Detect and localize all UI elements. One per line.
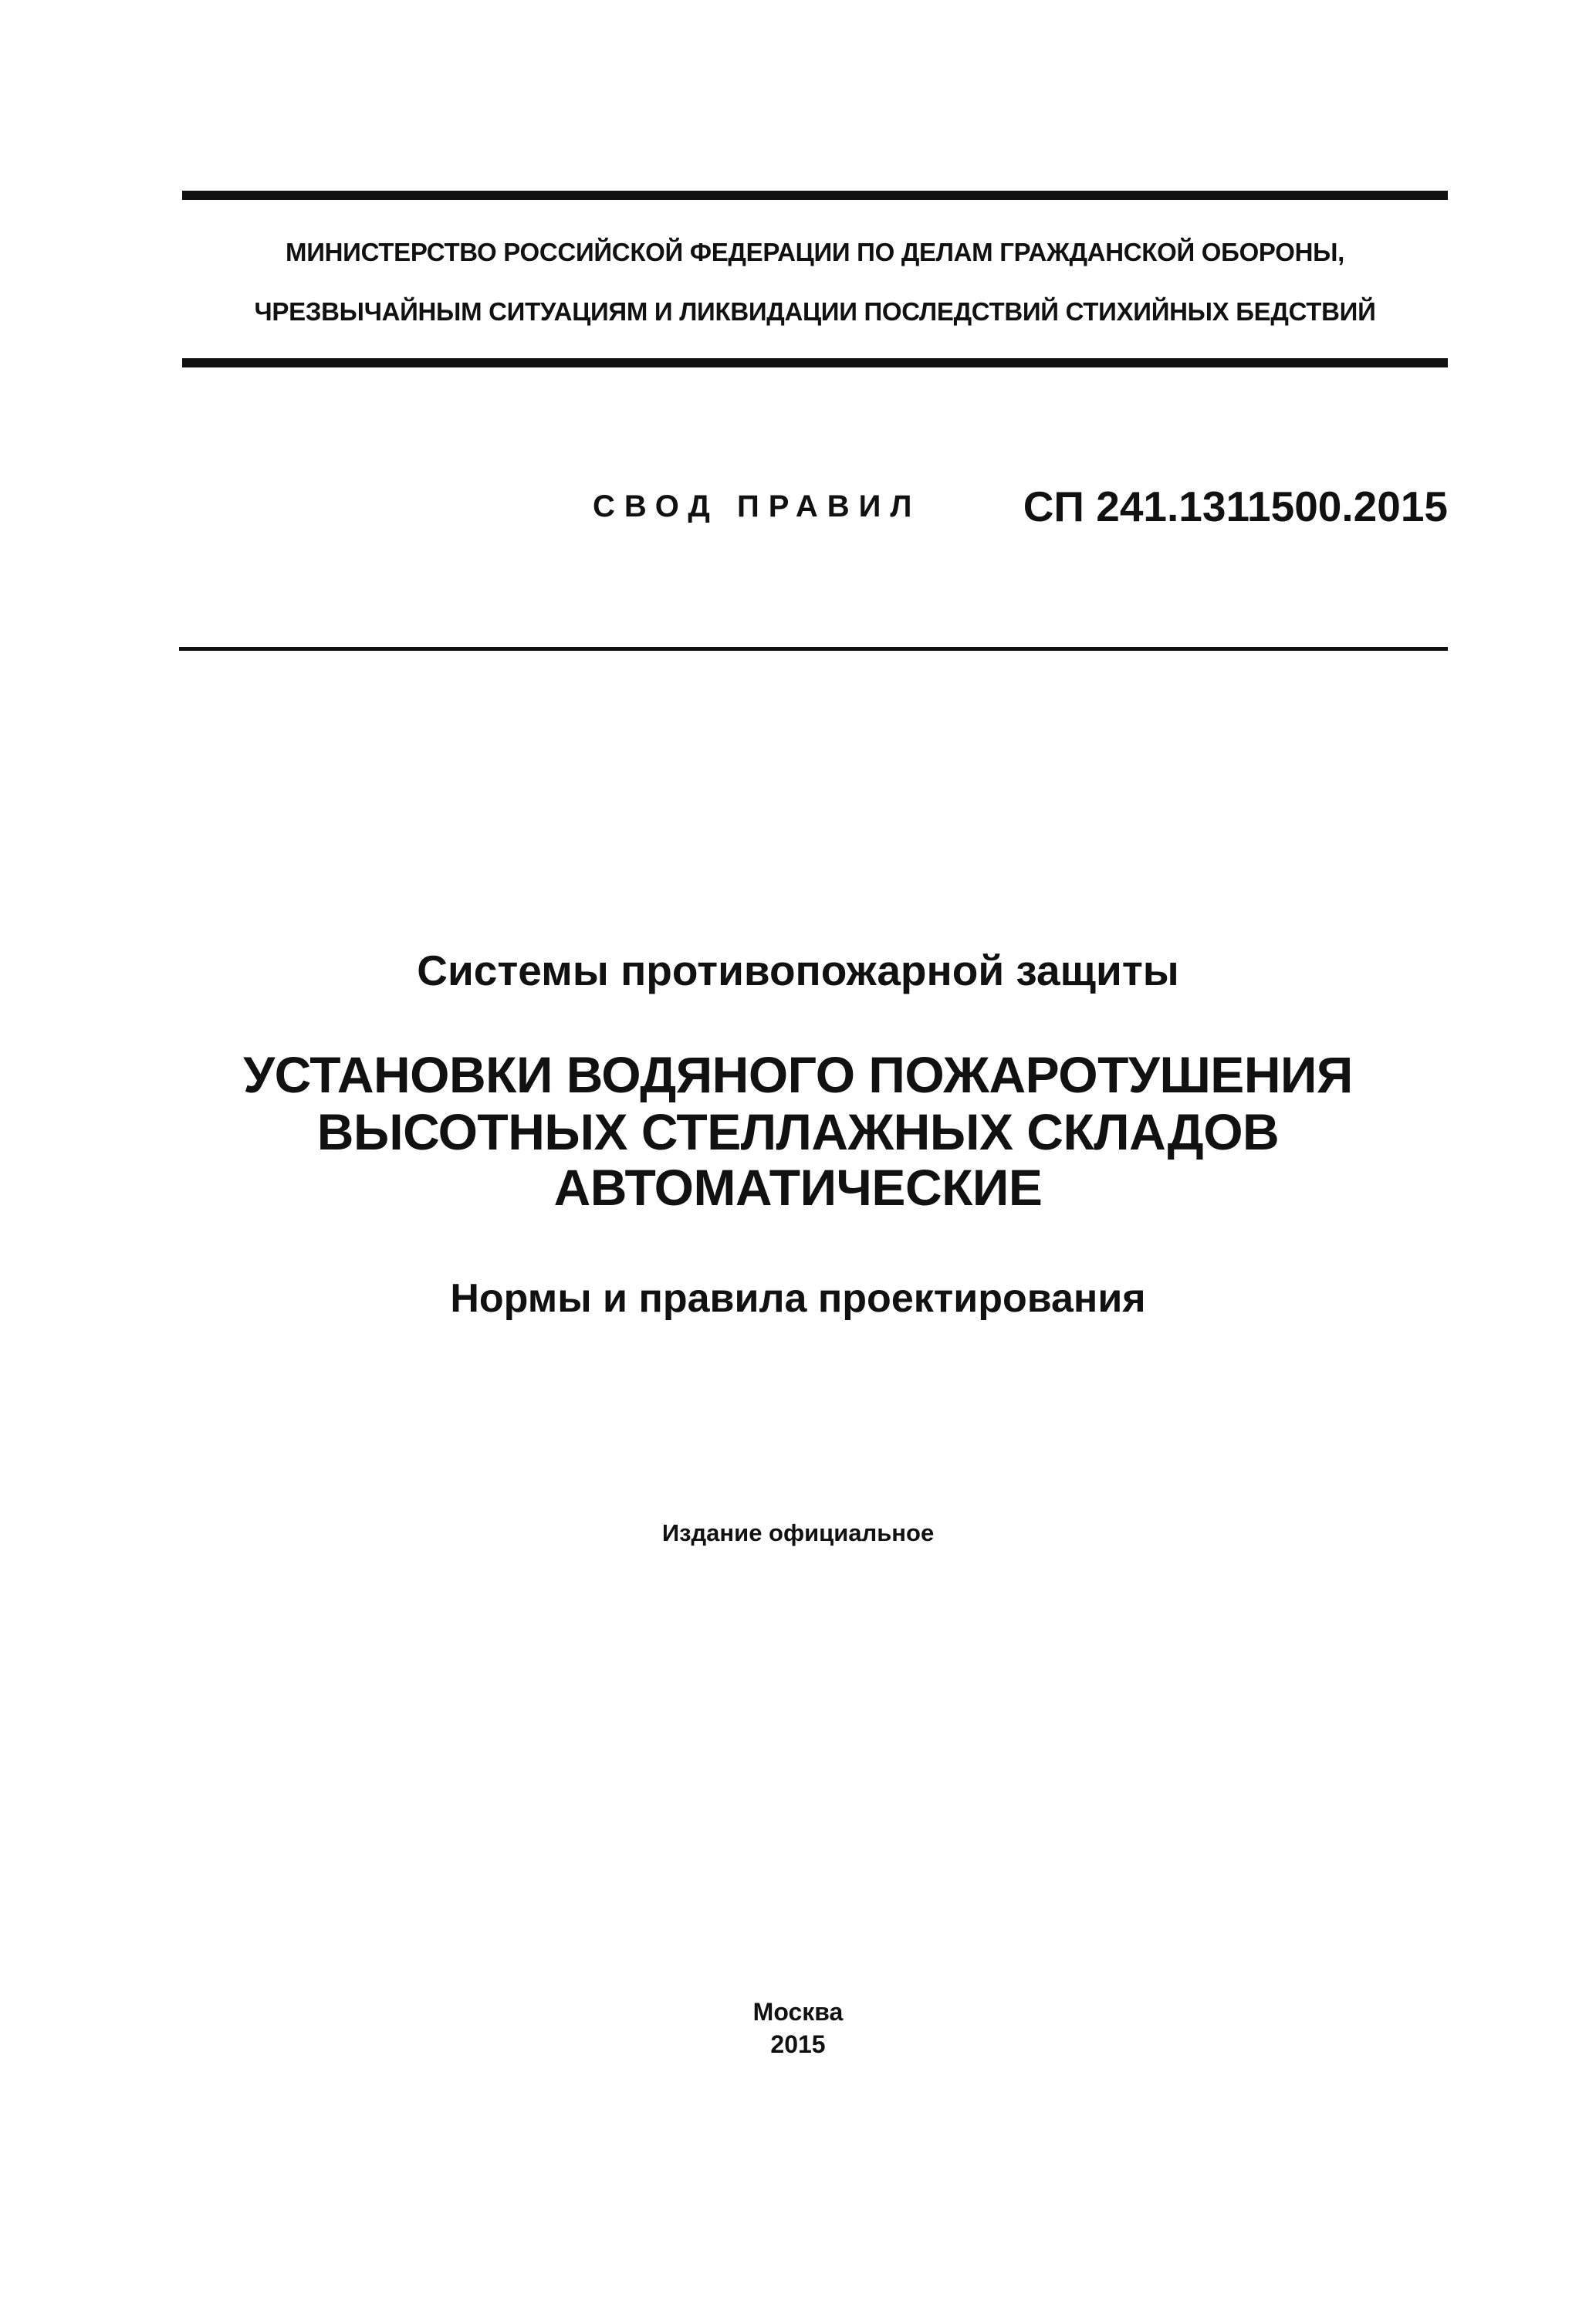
- ministry-line-1: МИНИСТЕРСТВО РОССИЙСКОЙ ФЕДЕРАЦИИ ПО ДЕЛАМ ГРАЖДАНСКОЙ ОБОРОНЫ,: [286, 238, 1344, 266]
- imprint-city: Москва: [752, 1998, 844, 2026]
- ministry-line-2: ЧРЕЗВЫЧАЙНЫМ СИТУАЦИЯМ И ЛИКВИДАЦИИ ПОСЛЕДСТВИЙ СТИХИЙНЫХ БЕДСТВИЙ: [254, 297, 1376, 326]
- edition-note: Издание официальное: [661, 1519, 935, 1546]
- document-title-line-3: АВТОМАТИЧЕСКИЕ: [553, 1159, 1043, 1216]
- document-title-line-2: ВЫСОТНЫХ СТЕЛЛАЖНЫХ СКЛАДОВ: [316, 1103, 1280, 1160]
- code-divider-rule: [179, 647, 1448, 651]
- document-series: Системы противопожарной защиты: [417, 946, 1179, 994]
- document-subtitle: Нормы и правила проектирования: [450, 1276, 1146, 1321]
- code-number: СП 241.1311500.2015: [1023, 482, 1448, 530]
- top-thick-rule: [182, 191, 1448, 200]
- header-bottom-rule: [182, 358, 1448, 367]
- document-title-line-1: УСТАНОВКИ ВОДЯНОГО ПОЖАРОТУШЕНИЯ: [243, 1046, 1353, 1103]
- imprint-year: 2015: [770, 2030, 826, 2058]
- code-label: СВОД ПРАВИЛ: [593, 489, 921, 523]
